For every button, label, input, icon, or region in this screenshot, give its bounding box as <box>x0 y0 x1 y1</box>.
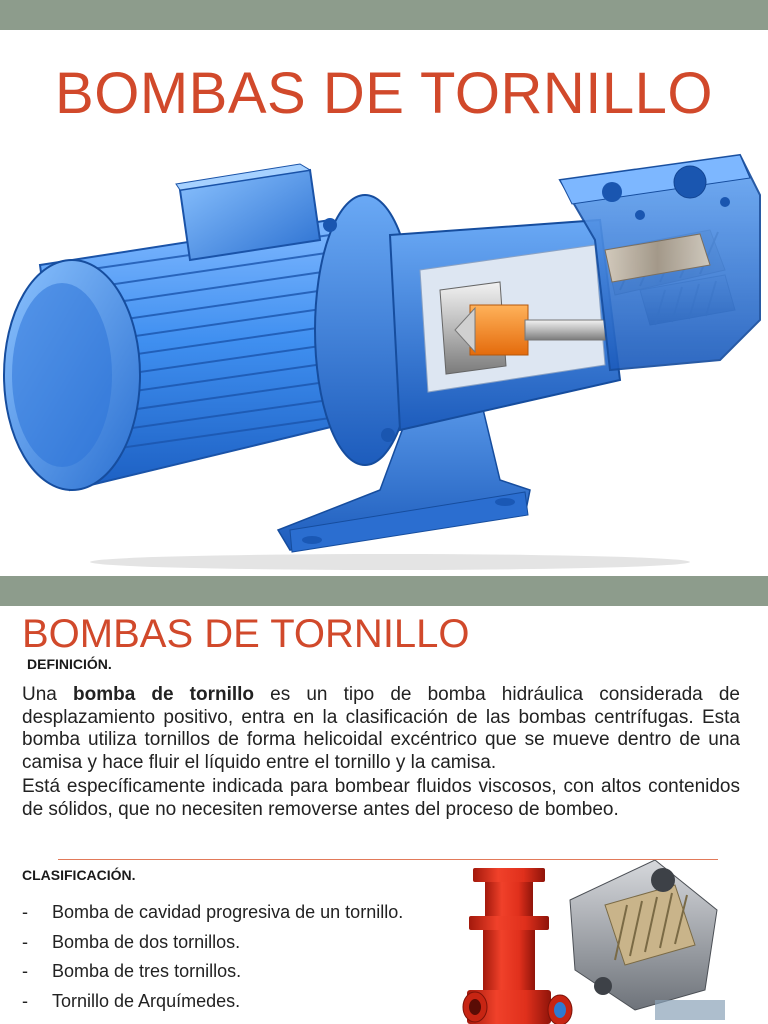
pump-product-photos <box>455 860 755 1024</box>
usage-paragraph: Está específicamente indicada para bombear fluidos viscosos, con altos contenidos de sólidos, que no necesiten removerse antes del proceso de bombeo. <box>22 776 740 820</box>
classification-list <box>22 898 403 1016</box>
top-divider-band <box>0 0 768 30</box>
list-item-text: Bomba de dos tornillos. <box>52 931 241 952</box>
definition-term: bomba de tornillo <box>72 684 255 705</box>
list-bullet: - <box>22 961 28 981</box>
red-vertical-pump-photo <box>463 868 572 1024</box>
list-bullet: - <box>22 990 28 1011</box>
list-bullet: - <box>22 931 28 952</box>
list-item <box>22 928 403 958</box>
list-item <box>22 957 403 987</box>
definition-rest: es un tipo de bomba hidráulica considerada de desplazamiento positivo, entra en la clasificación de las bombas centrífugas. Esta bomba utiliza tornillos de forma helicoidal excéntrico que se mueve dentro de una camisa y hace fluir el líquido entre el tornillo y la camisa. <box>22 684 740 773</box>
definition-heading: DEFINICIÓN. <box>27 656 112 672</box>
slide-2-title: BOMBAS DE TORNILLO <box>22 612 470 656</box>
slide-1 <box>0 30 768 576</box>
definition-prefix: Una <box>22 684 73 705</box>
screw-pump-cutaway-illustration <box>0 130 768 570</box>
list-item <box>22 987 403 1017</box>
definition-paragraph <box>22 684 740 774</box>
classification-heading: CLASIFICACIÓN. <box>22 867 136 883</box>
slide-2 <box>0 606 768 1024</box>
list-item-text: Tornillo de Arquímedes. <box>52 990 241 1011</box>
list-bullet: - <box>22 902 28 922</box>
list-item-text: Bomba de cavidad progresiva de un tornillo. <box>52 902 404 922</box>
middle-divider-band <box>0 576 768 606</box>
list-item-text: Bomba de tres tornillos. <box>52 961 242 981</box>
slide-1-title: BOMBAS DE TORNILLO <box>55 61 713 126</box>
list-item <box>22 898 403 928</box>
twin-screw-pump-cutaway-photo <box>570 860 725 1020</box>
